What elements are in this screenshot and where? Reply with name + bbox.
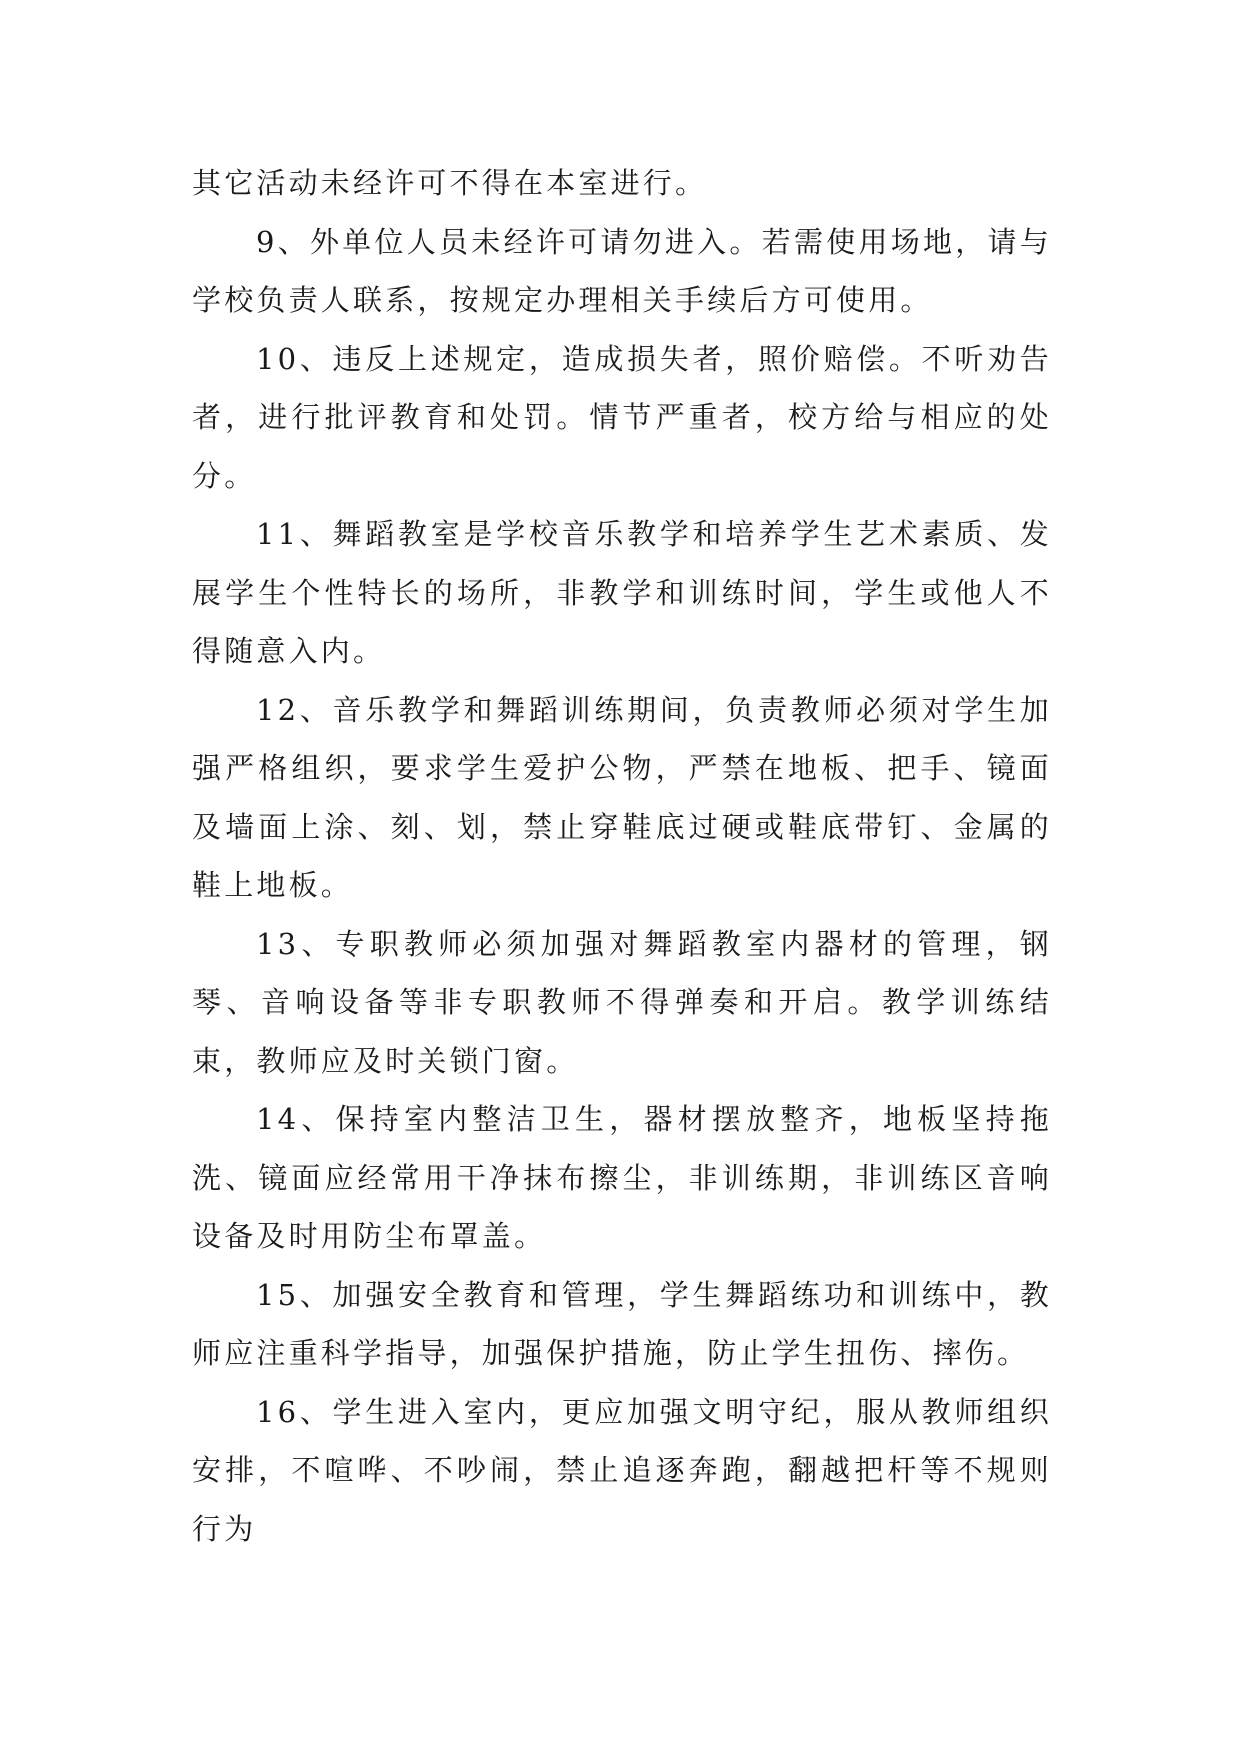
paragraph-rule-15: 15、加强安全教育和管理，学生舞蹈练功和训练中，教师应注重科学指导，加强保护措施，防止学生扭伤、摔伤。 [192, 1277, 1052, 1370]
paragraph-continuation: 其它活动未经许可不得在本室进行。 [192, 166, 708, 200]
document-body [192, 154, 1052, 1558]
paragraph-rule-12: 12、音乐教学和舞蹈训练期间，负责教师必须对学生加强严格组织，要求学生爱护公物，严禁在地板、把手、镜面及墙面上涂、刻、划，禁止穿鞋底过硬或鞋底带钉、金属的鞋上地板。 [192, 692, 1052, 902]
paragraph-rule-16: 16、学生进入室内，更应加强文明守纪，服从教师组织安排，不喧哗、不吵闹，禁止追逐奔跑，翻越把杆等不规则行为 [192, 1394, 1052, 1546]
paragraph-rule-9: 9、外单位人员未经许可请勿进入。若需使用场地，请与学校负责人联系，按规定办理相关手续后方可使用。 [192, 224, 1052, 317]
paragraph-rule-11: 11、舞蹈教室是学校音乐教学和培养学生艺术素质、发展学生个性特长的场所，非教学和训练时间，学生或他人不得随意入内。 [192, 517, 1052, 668]
paragraph-rule-10: 10、违反上述规定，造成损失者，照价赔偿。不听劝告者，进行批评教育和处罚。情节严重者，校方给与相应的处分。 [192, 341, 1052, 493]
paragraph-rule-14: 14、保持室内整洁卫生，器材摆放整齐，地板坚持拖洗、镜面应经常用干净抹布擦尘，非训练期，非训练区音响设备及时用防尘布罩盖。 [192, 1102, 1052, 1253]
paragraph-rule-13: 13、专职教师必须加强对舞蹈教室内器材的管理，钢琴、音响设备等非专职教师不得弹奏和开启。教学训练结束，教师应及时关锁门窗。 [192, 926, 1052, 1078]
